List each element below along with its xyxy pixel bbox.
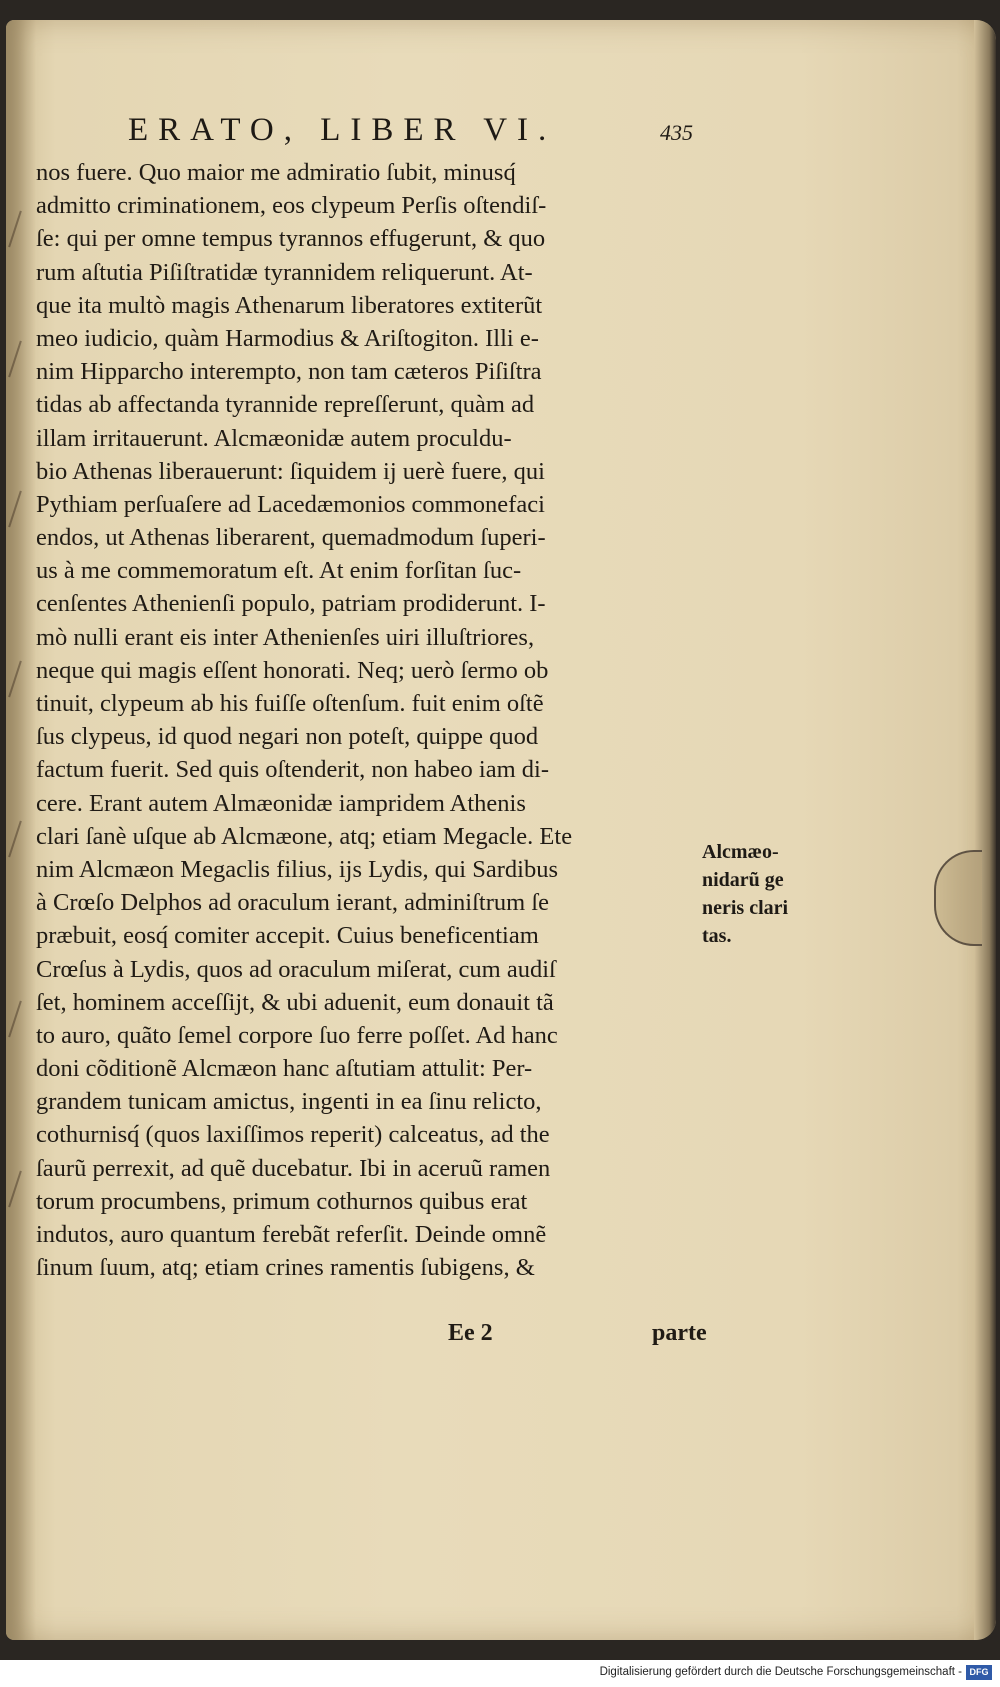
text-line: ſaurũ perrexit, ad quẽ ducebatur. Ibi in aceruũ ramen (36, 1154, 551, 1182)
catchword: parte (652, 1320, 707, 1346)
text-line: cenſentes Athenienſi populo, patriam prodiderunt. I- (36, 590, 546, 618)
text-line: illam irritauerunt. Alcmæonidæ autem proculdu- (36, 424, 512, 452)
text-line: cere. Erant autem Almæonidæ iampridem Athenis (36, 789, 526, 817)
text-line: tidas ab affectanda tyrannide repreſſerunt, quàm ad (36, 391, 535, 419)
text-line: que ita multò magis Athenarum liberatores extiterũt (36, 291, 543, 319)
page-clip (934, 850, 982, 946)
text-line: torum procumbens, primum cothurnos quibus erat (36, 1187, 528, 1215)
text-line: ſet, hominem acceſſijt, & ubi aduenit, eum donauit tã (36, 988, 554, 1016)
marginal-note-line: neris clari (702, 897, 789, 919)
marginal-note-line: Alcmæo- (702, 841, 779, 863)
marginal-note-line: nidarũ ge (702, 869, 784, 891)
text-line: neque qui magis eſſent honorati. Neq; uerò ſermo ob (36, 656, 549, 684)
text-line: to auro, quãto ſemel corpore ſuo ferre poſſet. Ad hanc (36, 1021, 558, 1049)
marginal-note (702, 838, 822, 950)
page-edge (974, 20, 996, 1640)
text-line: indutos, auro quantum ferebãt referſit. Deinde omnẽ (36, 1221, 547, 1248)
text-line: ſe: qui per omne tempus tyrannos effugerunt, & quo (36, 225, 546, 253)
gutter-shadow (6, 20, 36, 1640)
signature-mark: Ee 2 (448, 1320, 493, 1346)
text-line: Pythiam perſuaſere ad Lacedæmonios commonefaci (36, 490, 545, 518)
catchline (44, 1320, 707, 1350)
text-line: clari ſanè uſque ab Alcmæone, atq; etiam Megacle. Ete (36, 822, 573, 850)
marginal-note-line: tas. (702, 925, 732, 947)
text-line: endos, ut Athenas liberarent, quemadmodum ſuperi- (36, 524, 546, 552)
text-line: bio Athenas liberauerunt: ſiquidem ij uerè fuere, qui (36, 457, 545, 485)
text-line: nos fuere. Quo maior me admiratio ſubit, minusq́ (36, 159, 516, 186)
digitization-footer (0, 1660, 1000, 1687)
text-line: nim Alcmæon Megaclis filius, ijs Lydis, qui Sardibus (36, 855, 558, 883)
text-line: ſinum ſuum, atq; etiam crines ramentis ſubigens, & (36, 1254, 535, 1282)
text-line: grandem tunicam amictus, ingenti in ea ſinu relicto, (36, 1088, 542, 1116)
text-line: meo iudicio, quàm Harmodius & Ariſtogiton. Illi e- (36, 324, 539, 352)
text-line: præbuit, eosq́ comiter accepit. Cuius beneficentiam (36, 922, 539, 950)
text-line: tinuit, clypeum ab his fuiſſe oſtenſum. fuit enim oſtẽ (36, 690, 544, 717)
text-line: Crœſus à Lydis, quos ad oraculum miſerat, cum audiſ (36, 955, 556, 983)
text-line: mò nulli erant eis inter Athenienſes uiri illuſtriores, (36, 623, 535, 651)
folio-number: 435 (660, 120, 693, 145)
footer-credit: Digitalisierung gefördert durch die Deutsche Forschungsgemeinschaft - (599, 1666, 962, 1678)
text-line: à Crœſo Delphos ad oraculum ierant, adminiſtrum ſe (36, 889, 550, 917)
running-title: ERATO, LIBER VI. (128, 112, 557, 148)
text-line: us à me commemoratum eſt. At enim forſitan ſuc- (36, 557, 522, 585)
main-text-block (36, 156, 696, 1284)
text-line: rum aſtutia Piſiſtratidæ tyrannidem reliquerunt. At- (36, 258, 533, 286)
dfg-logo-icon: DFG (966, 1665, 992, 1680)
text-line: doni cõditionẽ Alcmæon hanc aſtutiam attulit: Per- (36, 1055, 533, 1083)
text-line: ſus clypeus, id quod negari non poteſt, quippe quod (36, 723, 539, 751)
text-line: nim Hipparcho interempto, non tam cæteros Piſiſtra (36, 358, 542, 386)
text-line: factum fuerit. Sed quis oſtenderit, non habeo iam di- (36, 756, 550, 784)
text-line: cothurnisq́ (quos laxiſſimos reperit) calceatus, ad the (36, 1121, 550, 1149)
text-line: admitto criminationem, eos clypeum Perſis oſtendiſ- (36, 192, 547, 220)
